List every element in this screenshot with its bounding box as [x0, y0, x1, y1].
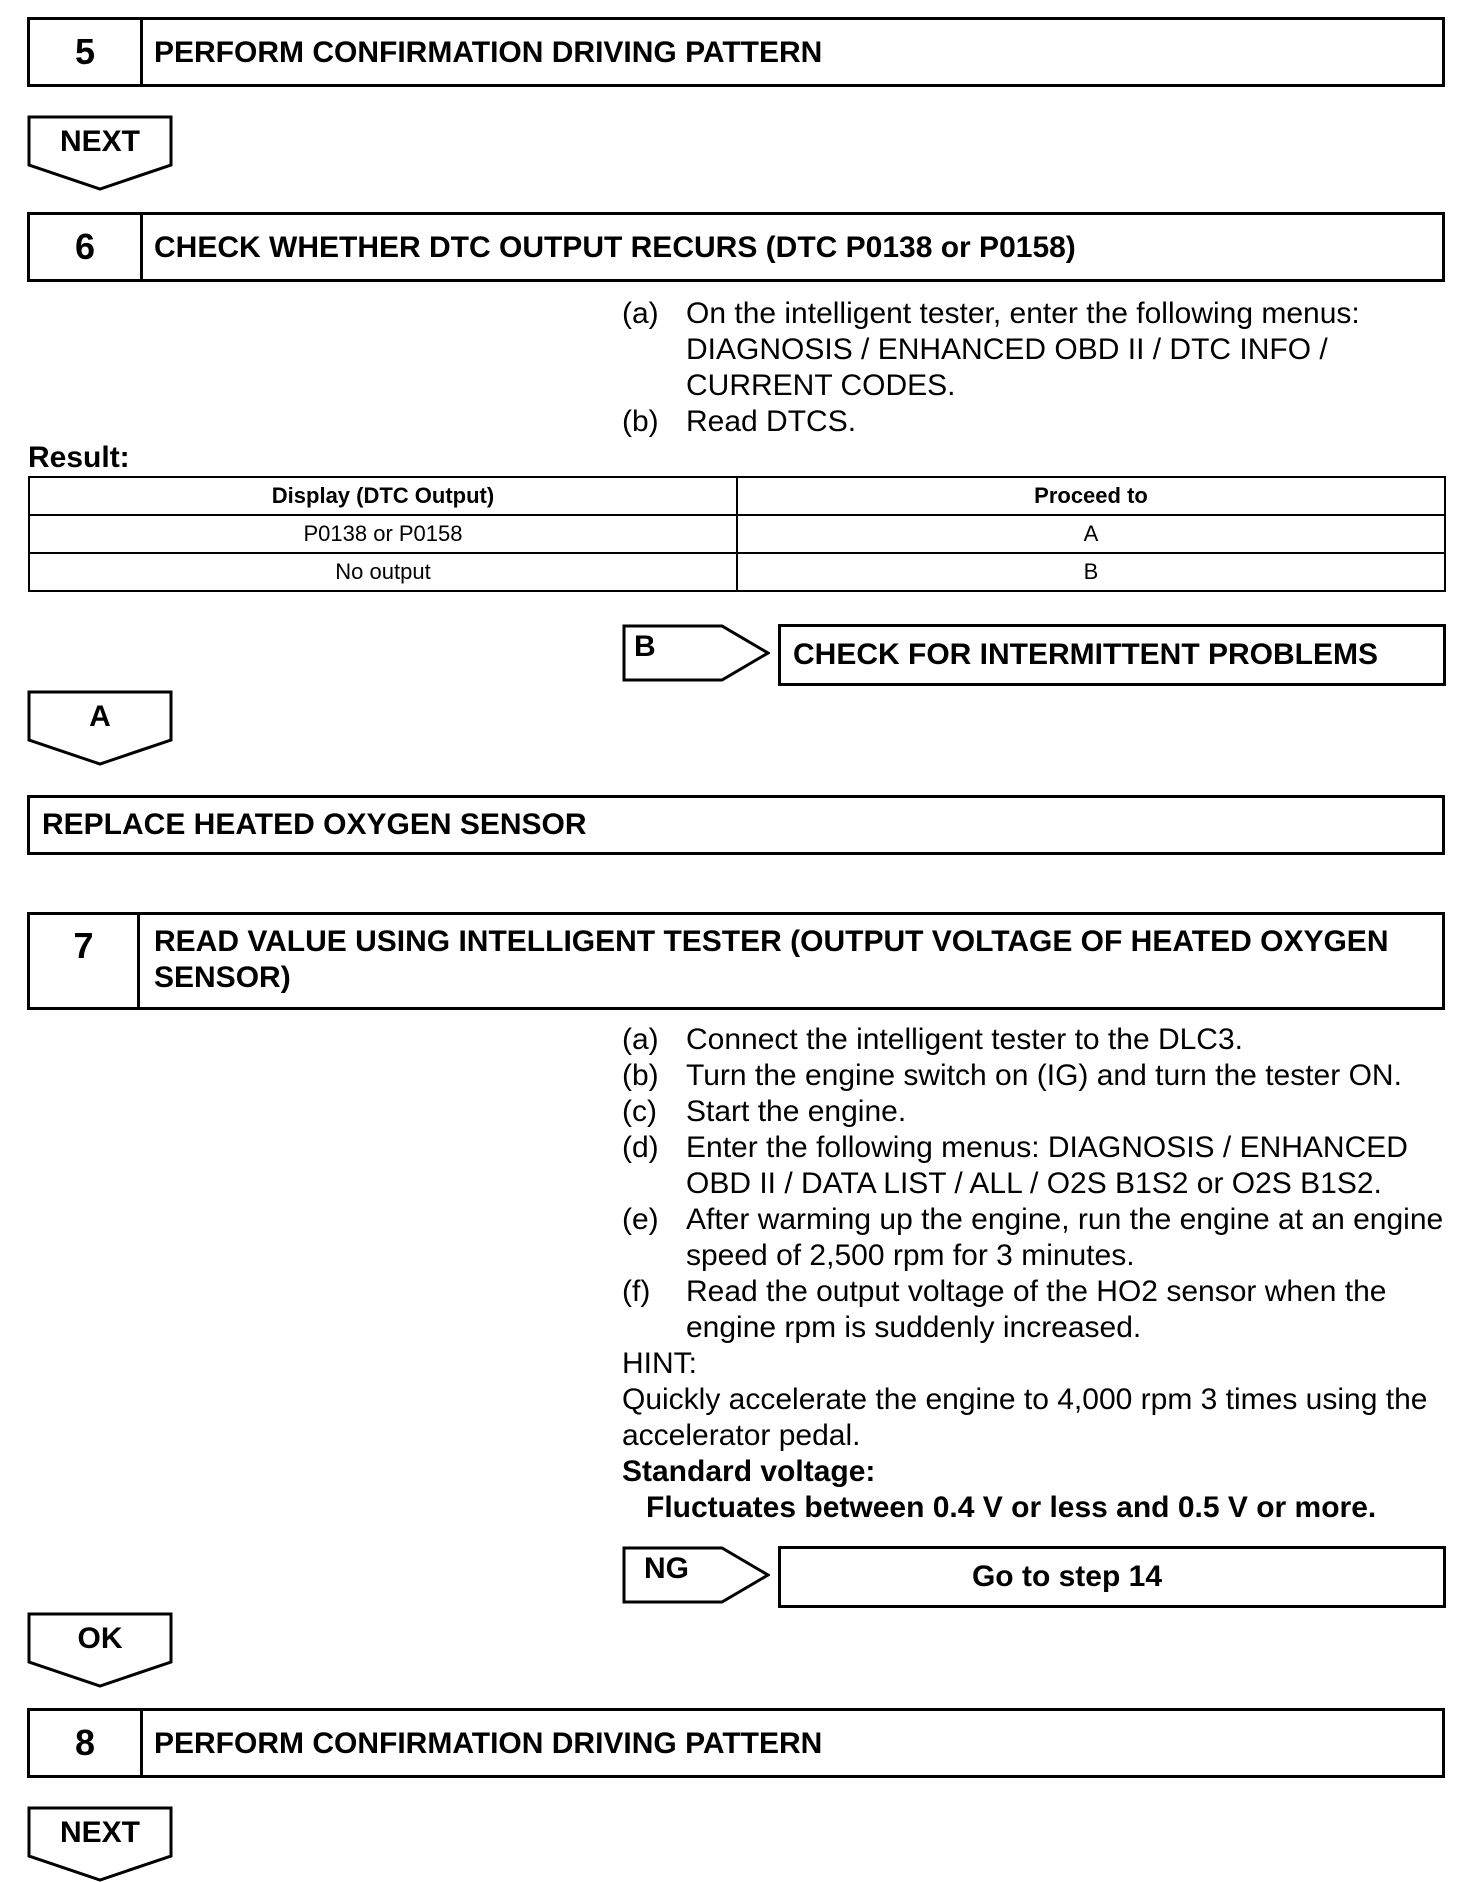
table-row	[29, 515, 1445, 553]
instruction-text: CURRENT CODES.	[686, 369, 956, 402]
instruction-text: Connect the intelligent tester to the DLC3.	[686, 1023, 1243, 1056]
table-cell: B	[737, 553, 1445, 591]
instruction-key: (f)	[622, 1275, 651, 1308]
replace-sensor-action	[27, 795, 1445, 855]
branch-target-text: CHECK FOR INTERMITTENT PROBLEMS	[793, 638, 1378, 671]
step-5-header	[27, 17, 1445, 87]
instruction-key: (c)	[622, 1095, 657, 1128]
result-table	[28, 476, 1446, 592]
branch-ng-target[interactable]	[778, 1546, 1446, 1608]
next-arrow[interactable]	[27, 1806, 173, 1882]
instruction-continuation	[622, 332, 1452, 368]
instruction-text: After warming up the engine, run the engine at an engine	[686, 1203, 1444, 1236]
hint-row	[622, 1382, 1452, 1418]
branch-b-target[interactable]	[778, 624, 1446, 686]
step-number: 8	[30, 1711, 143, 1775]
instruction-text: Read DTCS.	[686, 405, 857, 438]
step-number: 5	[30, 20, 143, 84]
step-title: PERFORM CONFIRMATION DRIVING PATTERN	[154, 36, 823, 69]
instruction-key: (b)	[622, 1059, 659, 1092]
instruction-key: (a)	[622, 1023, 659, 1056]
instruction-text: engine rpm is suddenly increased.	[686, 1311, 1142, 1344]
table-cell: P0138 or P0158	[29, 515, 737, 553]
instruction-key: (b)	[622, 405, 659, 438]
step-number: 7	[30, 915, 140, 1007]
instruction-item	[622, 1022, 1452, 1058]
step-title	[154, 924, 1428, 996]
step-title-line: READ VALUE USING INTELLIGENT TESTER (OUTPUT VOLTAGE OF HEATED OXYGEN	[154, 925, 1389, 958]
action-text: REPLACE HEATED OXYGEN SENSOR	[42, 808, 587, 841]
instruction-item	[622, 296, 1452, 332]
branch-label: B	[634, 630, 656, 663]
next-label: NEXT	[59, 125, 140, 158]
instruction-text: Enter the following menus: DIAGNOSIS / ENHANCED	[686, 1131, 1408, 1164]
instruction-item	[622, 404, 1452, 440]
ok-label: OK	[77, 1622, 123, 1655]
instruction-item	[622, 1130, 1452, 1166]
instruction-text: Start the engine.	[686, 1095, 907, 1128]
instruction-continuation	[622, 1166, 1452, 1202]
branch-ng-tag[interactable]	[622, 1546, 770, 1604]
step-number: 6	[30, 215, 143, 279]
step-6-header	[27, 212, 1445, 282]
table-header-row	[29, 477, 1445, 515]
branch-b-tag[interactable]	[622, 624, 770, 682]
standard-label: Standard voltage:	[622, 1455, 876, 1488]
branch-label: NG	[644, 1552, 689, 1585]
instruction-text: DIAGNOSIS / ENHANCED OBD II / DTC INFO /	[686, 333, 1328, 366]
instruction-continuation	[622, 368, 1452, 404]
a-label: A	[89, 700, 111, 733]
hint-label: HINT:	[622, 1347, 697, 1380]
a-arrow[interactable]	[27, 690, 173, 766]
step-6-instructions	[622, 296, 1452, 440]
ok-arrow[interactable]	[27, 1612, 173, 1688]
instruction-item	[622, 1094, 1452, 1130]
instruction-continuation	[622, 1310, 1452, 1346]
instruction-item	[622, 1058, 1452, 1094]
step-title-line: SENSOR)	[154, 961, 291, 994]
column-header: Proceed to	[737, 477, 1445, 515]
instruction-text: Read the output voltage of the HO2 sensor when the	[686, 1275, 1387, 1308]
hint-text: Quickly accelerate the engine to 4,000 rpm 3 times using the	[622, 1383, 1428, 1416]
result-label: Result:	[28, 441, 130, 474]
step-title: CHECK WHETHER DTC OUTPUT RECURS (DTC P0138 or P0158)	[154, 231, 1076, 264]
instruction-key: (d)	[622, 1131, 659, 1164]
table-cell: No output	[29, 553, 737, 591]
instruction-key: (a)	[622, 297, 659, 330]
table-cell: A	[737, 515, 1445, 553]
instruction-text: Turn the engine switch on (IG) and turn the tester ON.	[686, 1059, 1402, 1092]
step-7-header	[27, 912, 1445, 1010]
hint-text: accelerator pedal.	[622, 1419, 861, 1452]
instruction-text: OBD II / DATA LIST / ALL / O2S B1S2 or O2S B1S2.	[686, 1167, 1382, 1200]
branch-target-text: Go to step 14	[971, 1560, 1163, 1593]
standard-value: Fluctuates between 0.4 V or less and 0.5 V or more.	[646, 1491, 1377, 1524]
next-label: NEXT	[59, 1816, 140, 1849]
hint-row	[622, 1418, 1452, 1454]
hint-label-row	[622, 1346, 1452, 1382]
instruction-text: speed of 2,500 rpm for 3 minutes.	[686, 1239, 1135, 1272]
instruction-item	[622, 1274, 1452, 1310]
instruction-key: (e)	[622, 1203, 659, 1236]
standard-value-row	[622, 1490, 1452, 1526]
step-8-header	[27, 1708, 1445, 1778]
step-7-instructions	[622, 1022, 1452, 1526]
instruction-continuation	[622, 1238, 1452, 1274]
instruction-text: On the intelligent tester, enter the following menus:	[686, 297, 1360, 330]
standard-label-row	[622, 1454, 1452, 1490]
instruction-item	[622, 1202, 1452, 1238]
next-arrow[interactable]	[27, 115, 173, 191]
column-header: Display (DTC Output)	[29, 477, 737, 515]
step-title: PERFORM CONFIRMATION DRIVING PATTERN	[154, 1727, 823, 1760]
table-row	[29, 553, 1445, 591]
